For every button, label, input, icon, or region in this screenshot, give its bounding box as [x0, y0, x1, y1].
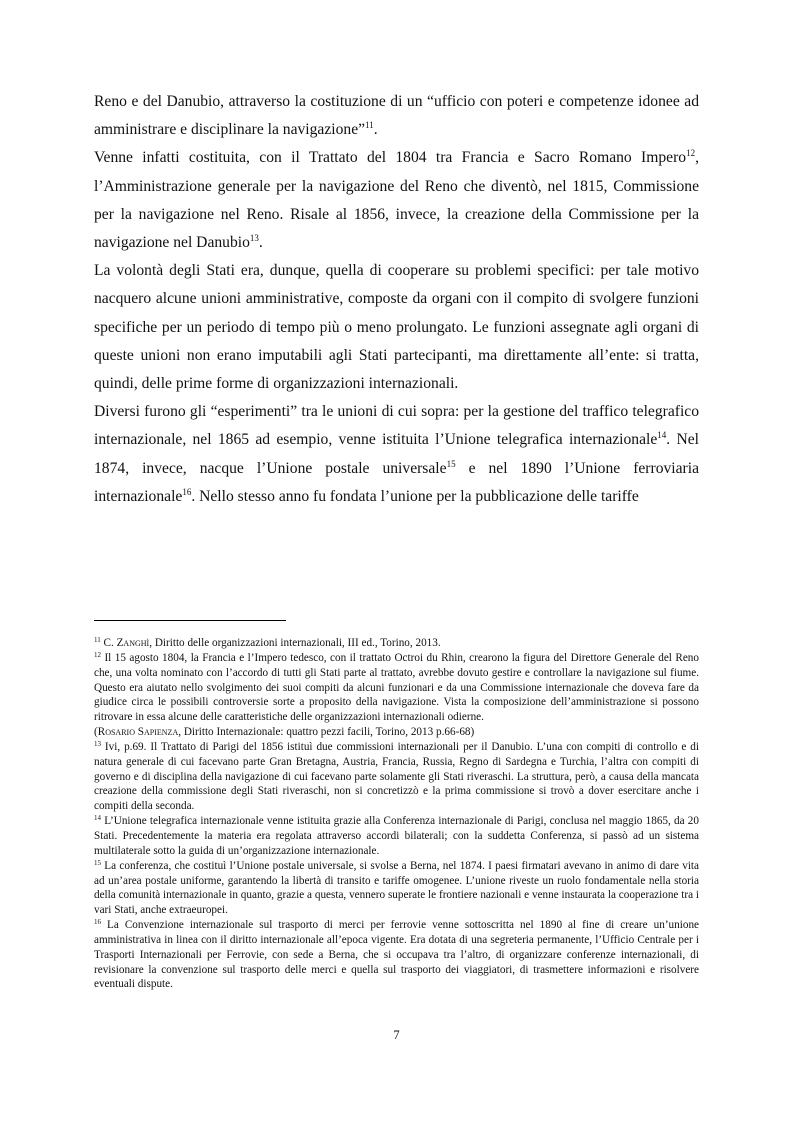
footnote-number: 14 [94, 814, 101, 823]
footnote-16 [94, 918, 699, 992]
footnote-number: 13 [94, 739, 101, 748]
footnote-ref-12[interactable]: 12 [686, 148, 696, 159]
footnote-text: La Convenzione internazionale sul trasporto di merci per ferrovie venne sottoscritta nel 1890 al fine di creare un’unione amministrativa in linea con il diritto internazionale all’epoca vigente. Era dotata di una segreteria permanente, l’Ufficio Centrale per i Trasporti Internazionali per Ferrovie, con sede a Berna, che si occupava tra l’altro, di organizzare conferenze internazionali, di revisionare la convenzione sul trasporto delle merci e quella sul trasporto dei viaggiatori, di trasmettere informazioni e risolvere eventuali dispute. [94, 919, 699, 991]
footnote-text: Il 15 agosto 1804, la Francia e l’Impero tedesco, con il trattato Octroi du Rhin, crearono la figura del Direttore Generale del Reno che, una volta nominato con l’accordo di tutti gli Stati parte al trattato, avrebbe dovuto gestire e controllare la navigazione sul fiume. Questo era aiutato nello svolgimento dei suoi compiti da alcuni funzionari e da una Commissione internazionale che doveva fare da giudice circa le possibili controversie sorte a proposito della navigazione. Vista la composizione dell’amministrazione si possono ritrovare in essa alcune delle caratteristiche delle organizzazioni internazionali odierne. [94, 651, 699, 724]
footnote-ref-16[interactable]: 16 [182, 486, 192, 497]
paragraph-2 [94, 144, 699, 257]
footnote-text: ( [94, 726, 98, 739]
footnote-15 [94, 859, 699, 918]
paragraph-text: , l’Amministrazione generale per la navigazione del Reno che diventò, nel 1815, Commissione per la navigazione nel Reno. Risale al 1856, invece, la creazione della Commissione per la navigazione nel Danubio [94, 149, 699, 252]
footnote-text: , Diritto Internazionale: quattro pezzi facili, Torino, 2013 p.66-68) [178, 726, 475, 739]
footnotes [94, 636, 699, 992]
paragraph-text: . Nel 1874, invece, nacque l’Unione postale universale [94, 431, 700, 477]
paragraph-text: Venne infatti costituita, con il Trattato del 1804 tra Francia e Sacro Romano Impero [94, 149, 687, 167]
footnote-11 [94, 636, 699, 651]
footnote-number: 11 [94, 636, 101, 644]
footnote-ref-14[interactable]: 14 [657, 430, 667, 441]
footnote-ref-13[interactable]: 13 [249, 233, 259, 244]
footnote-ref-15[interactable]: 15 [446, 458, 456, 469]
main-text [94, 88, 699, 511]
footnote-author: Rosario Sapienza [97, 726, 179, 739]
footnote-14 [94, 814, 699, 859]
footnote-text: La conferenza, che costituì l’Unione postale universale, si svolse a Berna, nel 1874. I paesi firmatari avevano in animo di dare vita ad un’area postale uniforme, garantendo la libertà di transito e tariffe omogenee. L’unione riveste un ruolo fondamentale nella storia della comunità internazionale in quanto, grazie a questa, vennero superate le frontiere nazionali e venne instaurata la cooperazione tra i vari Stati, anche extraeuropei. [94, 859, 699, 917]
paragraph-3: La volontà degli Stati era, dunque, quella di cooperare su problemi specifici: per tale motivo nacquero alcune unioni amministrative, composte da organi con il compito di svolgere funzioni specifiche per un periodo di tempo più o meno prolungato. Le funzioni assegnate agli organi di queste unioni non erano imputabili agli Stati partecipanti, ma direttamente all’ente: si tratta, quindi, delle prime forme di organizzazioni internazionali. [94, 262, 699, 393]
paragraph-4 [94, 398, 699, 511]
footnote-12-citation [94, 725, 699, 740]
footnote-ref-11[interactable]: 11 [365, 120, 374, 131]
paragraph-text: e nel 1890 l’Unione ferroviaria internazionale [94, 459, 699, 505]
paragraph-1 [94, 88, 699, 144]
page-number: 7 [393, 1028, 400, 1042]
paragraph-text: . [373, 121, 378, 139]
footnote-number: 16 [94, 918, 101, 927]
paragraph-text: Diversi furono gli “esperimenti” tra le unioni di cui sopra: per la gestione del traffico telegrafico internazionale, nel 1865 ad esempio, venne istituita l’Unione telegrafica internazionale [94, 403, 699, 449]
footnote-number: 15 [94, 858, 101, 867]
footnote-number: 12 [94, 650, 101, 659]
footnote-author: C. Zanghì [103, 637, 150, 649]
paragraph-text: . Nello stesso anno fu fondata l’unione per la pubblicazione delle tariffe [191, 487, 639, 505]
footnote-text: Ivi, p.69. Il Trattato di Parigi del 1856 istituì due commissioni internazionali per il Danubio. L’una con compiti di controllo e di natura generale di cui facevano parte Gran Bretagna, Austria, Francia, Russia, Regno di Sardegna e Turchia, l’altra con compiti di governo e di disciplina della navigazione di cui facevano parte solamente gli Stati riveraschi. La struttura, però, a causa della mancata creazione della commissione degli Stati riveraschi, non si concretizzò e la prima commissione si trovò a dover esercitare anche i compiti della seconda. [94, 740, 699, 813]
paragraph-text: . [258, 234, 263, 252]
footnote-text: , Diritto delle organizzazioni internazionali, III ed., Torino, 2013. [149, 637, 441, 649]
footnote-text: L’Unione telegrafica internazionale venne istituita grazie alla Conferenza internazionale di Parigi, conclusa nel maggio 1865, da 20 Stati. Precedentemente la materia era regolata attraverso accordi bilaterali; con la suddetta Conferenza, si passò ad un sistema multilaterale sotto la guida di un’organizzazione internazionale. [94, 815, 699, 857]
footnote-13 [94, 740, 699, 814]
footnote-separator [94, 620, 286, 621]
paragraph-text: Reno e del Danubio, attraverso la costituzione di un “ufficio con poteri e competenze idonee ad amministrare e disciplinare la navigazione” [94, 93, 699, 139]
footnote-12 [94, 651, 699, 725]
